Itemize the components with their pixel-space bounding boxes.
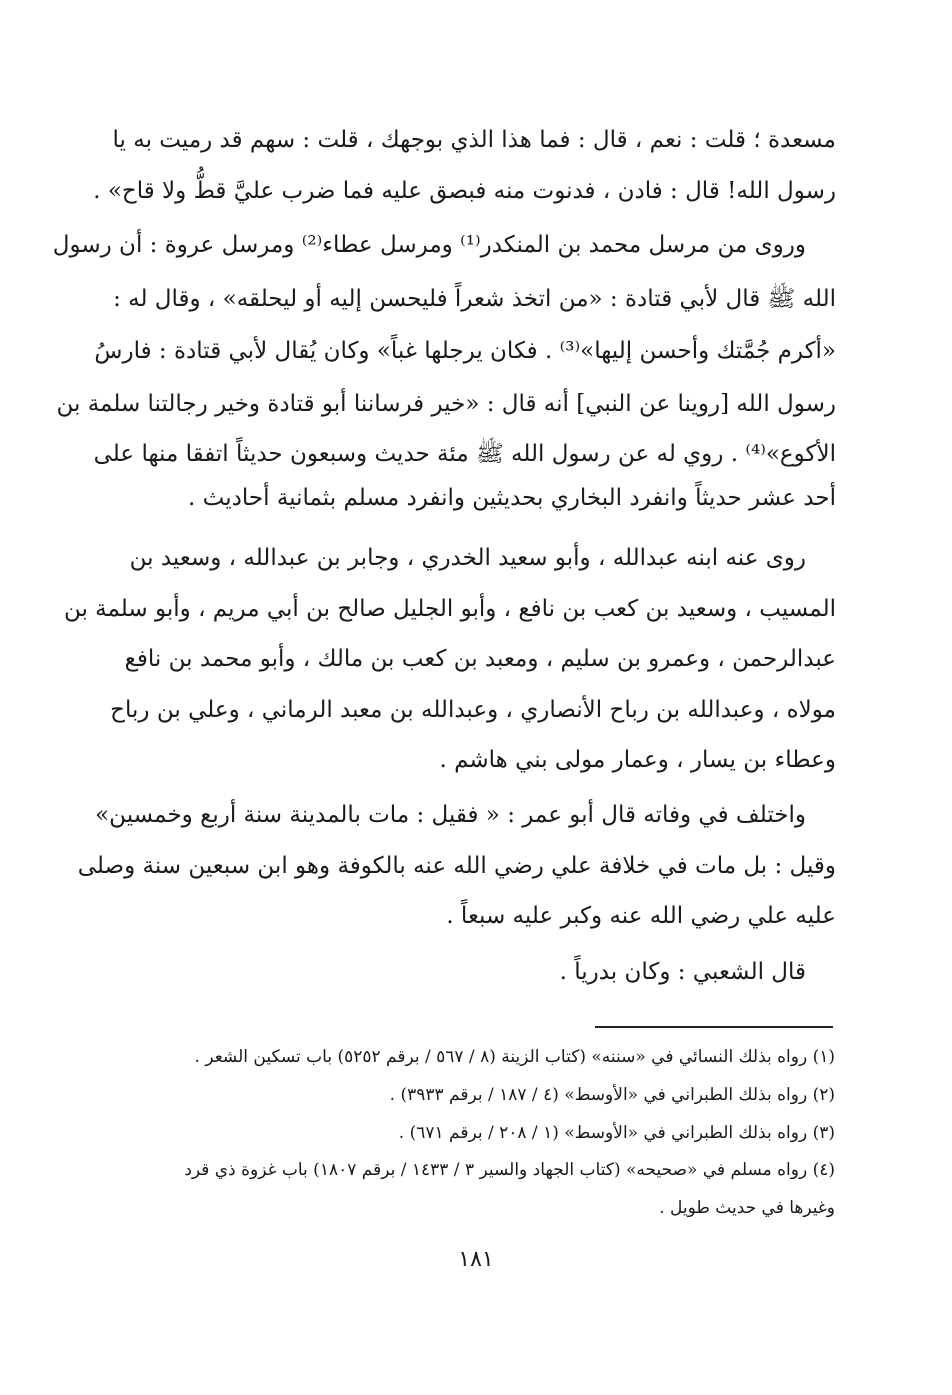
body-line: الأكوع»⁽⁴⁾ . روي له عن رسول الله ﷺ مئة حديث وسبعون حديثاً اتفقا منها على (93, 441, 836, 467)
body-line: المسيب ، وسعيد بن كعب بن نافع ، وأبو الجليل صالح بن أبي مريم ، وأبو سلمة بن (63, 596, 836, 622)
footnote: (٢) رواه بذلك الطبراني في «الأوسط» (٤ / ١٨٧ / برقم ٣٩٣٣) . (389, 1085, 835, 1105)
body-line: وعطاء بن يسار ، وعمار مولى بني هاشم . (439, 747, 836, 773)
body-line: قال الشعبي : وكان بدرياً . (559, 959, 806, 985)
body-line: واختلف في وفاته قال أبو عمر : « فقيل : مات بالمدينة سنة أربع وخمسين» (95, 802, 806, 828)
footnote: (١) رواه بذلك النسائي في «سننه» (كتاب الزينة (٨ / ٥٦٧ / برقم ٥٢٥٢) باب تسكين الشعر . (194, 1047, 835, 1067)
body-line: وروى من مرسل محمد بن المنكدر⁽¹⁾ ومرسل عطاء⁽²⁾ ومرسل عروة : أن رسول (52, 232, 806, 258)
footnote: وغيرها في حديث طويل . (659, 1198, 835, 1218)
body-line: وقيل : بل مات في خلافة علي رضي الله عنه بالكوفة وهو ابن سبعين سنة وصلى (77, 853, 836, 879)
body-line: مولاه ، وعبدالله بن رباح الأنصاري ، وعبدالله بن معبد الرماني ، وعلي بن رباح (110, 697, 836, 723)
body-line: روى عنه ابنه عبدالله ، وأبو سعيد الخدري ، وجابر بن عبدالله ، وسعيد بن (129, 545, 806, 571)
footnote: (٣) رواه بذلك الطبراني في «الأوسط» (١ / ٢٠٨ / برقم ٦٧١) . (398, 1123, 835, 1143)
body-line: عبدالرحمن ، وعمرو بن سليم ، ومعبد بن كعب بن مالك ، وأبو محمد بن نافع (124, 646, 836, 672)
body-line: «أكرم جُمَّتك وأحسن إليها»⁽³⁾ . فكان يرجلها غباً» وكان يُقال لأبي قتادة : فارسُ (94, 338, 836, 364)
body-line: مسعدة ؛ قلت : نعم ، قال : فما هذا الذي بوجهك ، قلت : سهم قد رميت به يا (112, 127, 836, 153)
body-line: عليه علي رضي الله عنه وكبر عليه سبعاً . (446, 903, 836, 929)
page-number: ١٨١ (458, 1247, 494, 1272)
footnote: (٤) رواه مسلم في «صحيحه» (كتاب الجهاد والسير ٣ / ١٤٣٣ / برقم ١٨٠٧) باب غزوة ذي قرد (184, 1160, 835, 1180)
footnote-separator (595, 1026, 833, 1028)
body-line: رسول الله [روينا عن النبي] أنه قال : «خير فرساننا أبو قتادة وخير رجالتنا سلمة بن (56, 391, 836, 417)
body-line: أحد عشر حديثاً وانفرد البخاري بحديثين وانفرد مسلم بثمانية أحاديث . (188, 485, 836, 511)
body-line: رسول الله! قال : فادن ، فدنوت منه فبصق عليه فما ضرب عليَّ قطُّ ولا قاح» . (93, 178, 836, 204)
body-line: الله ﷺ قال لأبي قتادة : «من اتخذ شعراً فليحسن إليه أو ليحلقه» ، وقال له : (113, 286, 836, 312)
